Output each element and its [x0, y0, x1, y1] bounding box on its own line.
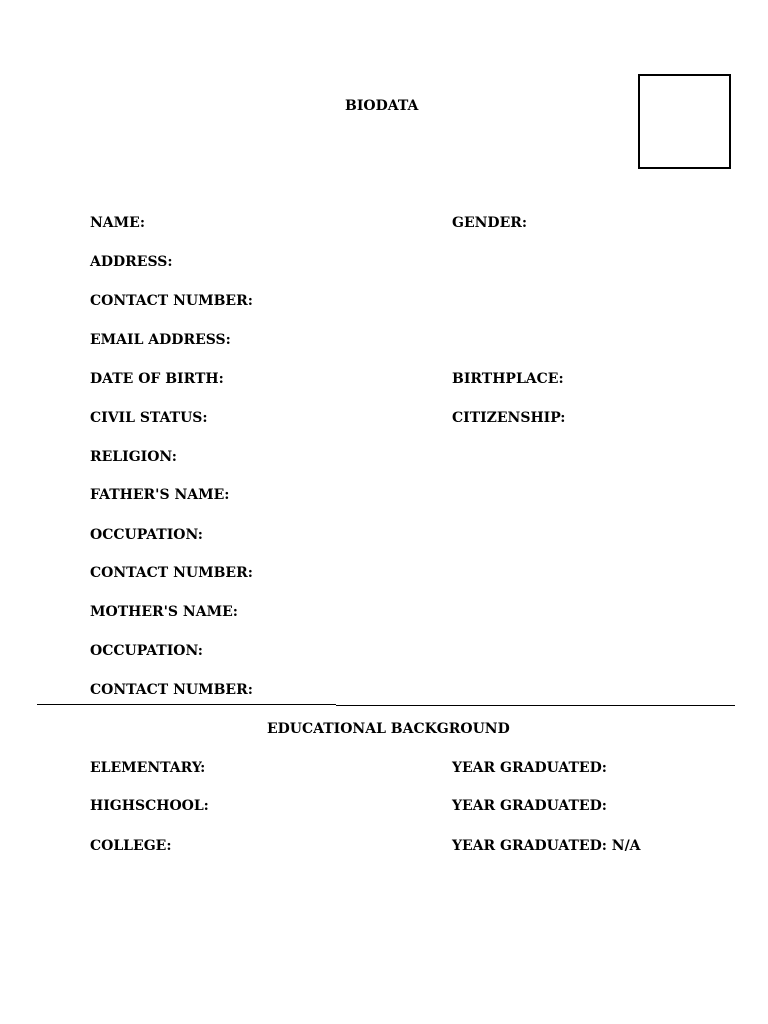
citizenship-label: CITIZENSHIP:: [452, 410, 566, 426]
father-occupation-label: OCCUPATION:: [90, 527, 203, 543]
highschool-label: HIGHSCHOOL:: [90, 798, 209, 814]
education-heading: EDUCATIONAL BACKGROUND: [267, 721, 510, 737]
section-divider-left: [37, 704, 336, 705]
email-address-label: EMAIL ADDRESS:: [90, 332, 231, 348]
name-label: NAME:: [90, 215, 145, 231]
mother-contact-number-label: CONTACT NUMBER:: [90, 682, 253, 698]
gender-label: GENDER:: [452, 215, 528, 231]
college-label: COLLEGE:: [90, 838, 172, 854]
birthplace-label: BIRTHPLACE:: [452, 371, 564, 387]
mothers-name-label: MOTHER'S NAME:: [90, 604, 238, 620]
elementary-year-label: YEAR GRADUATED:: [452, 760, 607, 776]
civil-status-label: CIVIL STATUS:: [90, 410, 208, 426]
section-divider-right: [336, 705, 735, 706]
college-year-label: YEAR GRADUATED: N/A: [452, 838, 641, 854]
photo-placeholder-box: [638, 74, 731, 169]
highschool-year-label: YEAR GRADUATED:: [452, 798, 607, 814]
document-title: BIODATA: [345, 98, 419, 114]
religion-label: RELIGION:: [90, 449, 177, 465]
fathers-name-label: FATHER'S NAME:: [90, 487, 230, 503]
elementary-label: ELEMENTARY:: [90, 760, 206, 776]
contact-number-label: CONTACT NUMBER:: [90, 293, 253, 309]
mother-occupation-label: OCCUPATION:: [90, 643, 203, 659]
father-contact-number-label: CONTACT NUMBER:: [90, 565, 253, 581]
address-label: ADDRESS:: [90, 254, 173, 270]
date-of-birth-label: DATE OF BIRTH:: [90, 371, 224, 387]
